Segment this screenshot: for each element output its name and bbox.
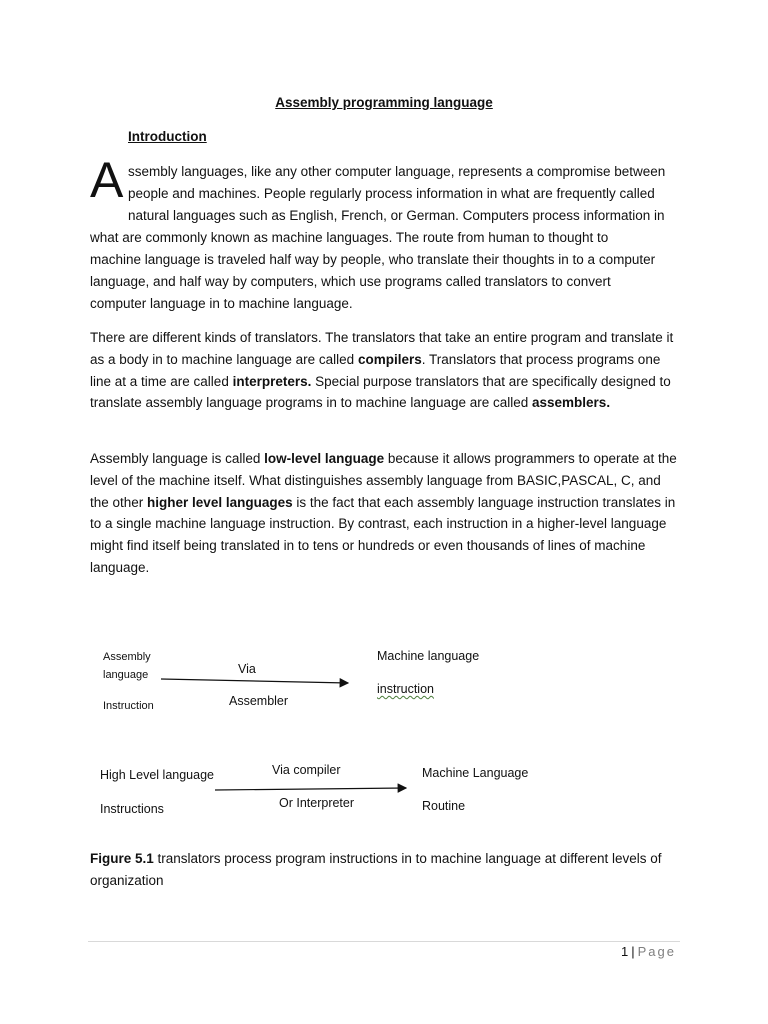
term-assemblers: assemblers. bbox=[532, 395, 611, 411]
paragraph-2-text: . Translators that process programs one line at a time are called bbox=[90, 351, 661, 389]
document-title: Assembly programming language bbox=[275, 95, 493, 110]
fig-row1-via-assembler: Assembler bbox=[229, 694, 289, 708]
page-word: Page bbox=[637, 944, 676, 959]
fig-row2-via-compiler: Via compiler bbox=[272, 763, 341, 777]
fig-row2-source: High Level language bbox=[100, 768, 214, 782]
term-low-level-language: low-level language bbox=[264, 451, 385, 466]
fig-row2-target: Machine Language bbox=[422, 766, 529, 780]
paragraph-3-text: because it allows programmers to operate at the level of the machine itself. What distinguishes assembly language from BASIC,PASCAL, C, and the other bbox=[90, 451, 677, 510]
fig-row2-target: Routine bbox=[422, 799, 466, 813]
paragraph-2 bbox=[90, 327, 680, 414]
fig-row2-source: Instructions bbox=[100, 802, 164, 816]
paragraph-1-line: machine language is traveled half way by people, who translate their thoughts in to a computer bbox=[90, 252, 656, 267]
fig-row1-source: Instruction bbox=[103, 700, 154, 712]
paragraph-2-text: There are different kinds of translators. The translators that take an entire program and translate it as a body in to machine language are called bbox=[90, 330, 674, 367]
drop-cap: A bbox=[90, 152, 124, 208]
figure-caption bbox=[90, 848, 690, 892]
paragraph-1-line: language, and half way by computers, which use programs called translators to convert bbox=[90, 274, 611, 289]
term-compilers: compilers bbox=[357, 351, 422, 367]
fig-row2-via-interpreter: Or Interpreter bbox=[279, 796, 355, 810]
footer-separator: | bbox=[631, 944, 635, 959]
paragraph-1-line: computer language in to machine language. bbox=[90, 296, 353, 311]
arrow-assembler bbox=[161, 679, 348, 683]
paragraph-1-line: people and machines. People regularly process information in what are frequently called bbox=[128, 186, 655, 201]
paragraph-3 bbox=[90, 448, 680, 579]
page-number: 1 bbox=[621, 944, 629, 959]
fig-row1-target: instruction bbox=[377, 682, 434, 696]
paragraph-1-line: natural languages such as English, French, or German. Computers process information in bbox=[128, 208, 665, 223]
fig-row1-target: Machine language bbox=[377, 649, 480, 663]
arrow-compiler bbox=[215, 788, 406, 790]
fig-row1-via: Via bbox=[238, 662, 256, 676]
paragraph-1-line: ssembly languages, like any other computer language, represents a compromise between bbox=[128, 164, 666, 179]
fig-row1-source: language bbox=[103, 669, 149, 681]
footer-rule bbox=[88, 941, 680, 942]
paragraph-3-text: Assembly language is called bbox=[90, 451, 265, 466]
section-heading: Introduction bbox=[128, 129, 207, 144]
paragraph-2-text: Special purpose translators that are specifically designed to translate assembly language programs in to machine language are called bbox=[90, 373, 671, 411]
paragraph-1-line: what are commonly known as machine languages. The route from human to thought to bbox=[90, 230, 609, 245]
term-higher-level-languages: higher level languages bbox=[147, 494, 293, 510]
page-footer bbox=[621, 944, 676, 959]
term-interpreters: interpreters. bbox=[232, 373, 312, 389]
figure-caption-text: translators process program instructions in to machine language at different levels of organization bbox=[90, 851, 662, 888]
fig-row1-source: Assembly bbox=[103, 651, 151, 663]
figure-label: Figure 5.1 bbox=[90, 851, 154, 866]
paragraph-3-text: is the fact that each assembly language instruction translates in to a single machine language instruction. By contrast, each instruction in a higher-level language might find itself being translated in to tens or hundreds or even thousands of lines of machine language. bbox=[90, 494, 676, 575]
